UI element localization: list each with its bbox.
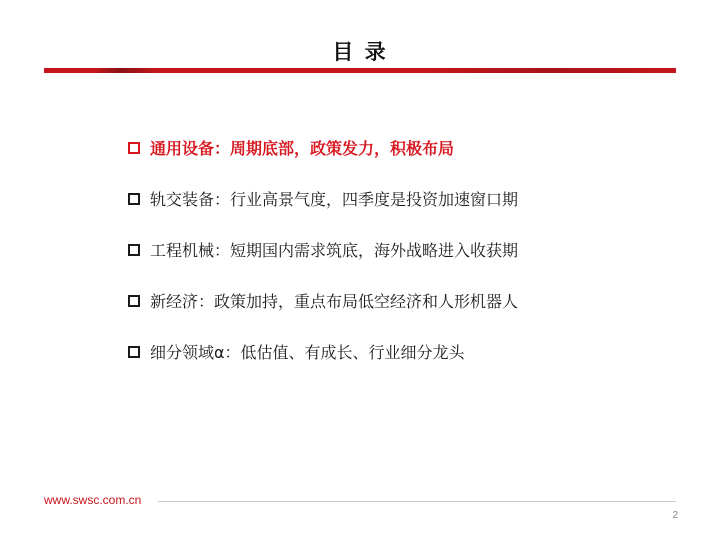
toc-item-niche-alpha[interactable] — [128, 326, 688, 377]
toc-item-label: 新经济：政策加持，重点布局低空经济和人形机器人 — [150, 292, 519, 311]
toc-item-new-economy[interactable] — [128, 275, 688, 326]
toc-item-label: 工程机械：短期国内需求筑底，海外战略进入收获期 — [150, 241, 519, 260]
toc-item-label: 细分领域α：低估值、有成长、行业细分龙头 — [150, 343, 465, 362]
toc-item-label: 轨交装备：行业高景气度，四季度是投资加速窗口期 — [150, 190, 519, 209]
table-of-contents — [128, 122, 688, 377]
square-bullet-icon — [128, 295, 140, 307]
page-number: 2 — [672, 510, 678, 521]
page-title: 目 录 — [332, 40, 388, 64]
toc-item-construction-machinery[interactable] — [128, 224, 688, 275]
toc-item-rail-transit[interactable] — [128, 173, 688, 224]
footer-website-link[interactable]: www.swsc.com.cn — [44, 493, 142, 507]
toc-item-general-equipment[interactable] — [128, 122, 688, 173]
square-bullet-icon — [128, 346, 140, 358]
square-bullet-icon — [128, 142, 140, 154]
square-bullet-icon — [128, 193, 140, 205]
title-divider — [44, 68, 676, 73]
square-bullet-icon — [128, 244, 140, 256]
footer-divider — [158, 501, 676, 502]
toc-item-label: 通用设备：周期底部，政策发力，积极布局 — [150, 139, 455, 158]
